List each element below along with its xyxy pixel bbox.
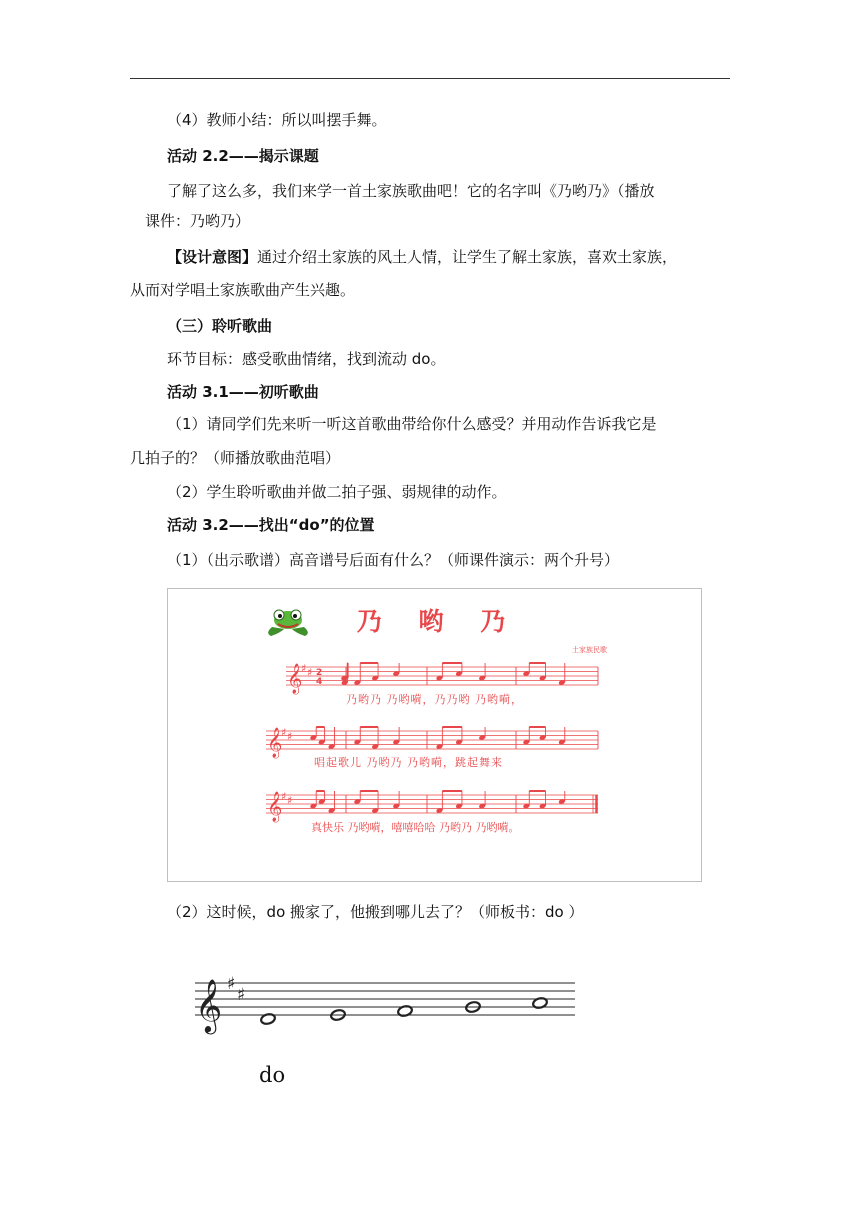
sharp-icon: ♯ [287, 794, 293, 807]
design-intent-text: 通过介绍土家族的风土人情，让学生了解土家族，喜欢土家族， [257, 248, 678, 266]
treble-clef-icon: 𝄞 [195, 978, 223, 1032]
design-intent-label: 【设计意图】 [167, 248, 258, 266]
text-line: 从而对学唱土家族歌曲产生兴趣。 [130, 281, 356, 299]
text-line: （2）这时候，do 搬家了，他搬到哪儿去了？（师板书：do ） [167, 903, 584, 921]
score-subtitle: 土家族民歌 [572, 646, 607, 654]
do-label: do [259, 1063, 286, 1087]
treble-clef-icon: 𝄞 [267, 728, 283, 758]
section-heading: 活动 2.2——揭示课题 [167, 147, 319, 165]
score-title: 乃 哟 乃 [356, 607, 520, 636]
section-heading: （三）聆听歌曲 [167, 317, 273, 335]
text-line: （1）请同学们先来听一听这首歌曲带给你什么感受？并用动作告诉我它是 [167, 415, 657, 433]
scale-staff [190, 965, 590, 1045]
sharp-icon: ♯ [281, 790, 287, 803]
section-heading: 活动 3.1——初听歌曲 [167, 383, 319, 401]
frog-mascot-icon [268, 610, 308, 636]
sharp-icon: ♯ [301, 662, 307, 675]
header-rule [130, 78, 730, 79]
text-line: （1）（出示歌谱）高音谱号后面有什么？（师课件演示：两个升号） [167, 551, 620, 569]
lyrics-line-3: 真快乐 乃哟嗬，嘻嘻哈哈 乃哟乃 乃哟嗬。 [311, 821, 520, 834]
text-line: 几拍子的？（师播放歌曲范唱） [130, 449, 341, 467]
text-line: （4）教师小结：所以叫摆手舞。 [167, 111, 387, 129]
lyrics-line-1: 乃哟乃 乃哟嗬，乃乃哟 乃哟嗬， [346, 693, 523, 706]
text-line [167, 247, 677, 267]
section-heading: 活动 3.2——找出“do”的位置 [167, 516, 375, 534]
song-score [168, 589, 701, 881]
song-score-figure [167, 588, 702, 882]
text-line: （2）学生聆听歌曲并做二拍子强、弱规律的动作。 [167, 483, 507, 501]
lyrics-line-2: 唱起歌儿 乃哟乃 乃哟嗬，跳起舞来 [314, 756, 503, 769]
text-line: 课件：乃哟乃） [145, 212, 251, 230]
text-line: 环节目标：感受歌曲情绪，找到流动 do。 [167, 350, 446, 368]
sharp-icon: ♯ [227, 974, 236, 994]
time-signature-top: 2 [316, 668, 323, 678]
scale-figure [190, 965, 590, 1045]
text-line: 了解了这么多，我们来学一首土家族歌曲吧！它的名字叫《乃哟乃》（播放 [167, 182, 655, 200]
treble-clef-icon: 𝄞 [267, 792, 283, 822]
sharp-icon: ♯ [307, 666, 313, 679]
time-signature-bottom: 4 [316, 677, 323, 687]
sharp-icon: ♯ [237, 985, 246, 1005]
treble-clef-icon: 𝄞 [287, 664, 303, 694]
sharp-icon: ♯ [281, 726, 287, 739]
sharp-icon: ♯ [287, 730, 293, 743]
